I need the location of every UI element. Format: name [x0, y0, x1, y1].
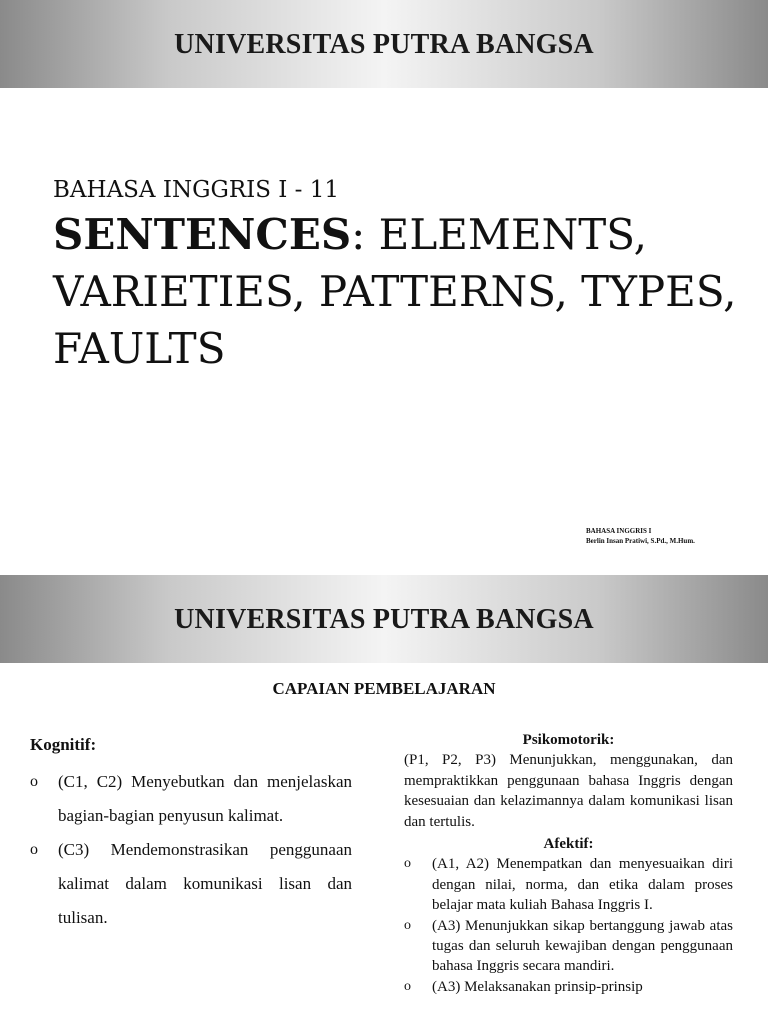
kognitif-heading: Kognitif: — [30, 735, 97, 754]
credit-lecturer: Berlin Insan Pratiwi, S.Pd., M.Hum. — [586, 537, 695, 545]
list-item-text: (A3) Melaksanakan prinsip-prinsip — [432, 978, 643, 995]
lecturer-credit — [586, 526, 695, 546]
list-item — [404, 916, 733, 977]
university-name: UNIVERSITAS PUTRA BANGSA — [174, 604, 594, 635]
list-item-text: (A1, A2) Menempatkan dan menyesuaikan diri dengan nilai, norma, dan etika dalam proses belajar mata kuliah Bahasa Inggris I. — [432, 856, 733, 914]
lecture-title-bold: SENTENCES — [53, 210, 352, 259]
kognitif-list — [30, 765, 352, 935]
right-column — [404, 730, 733, 997]
lecture-title — [53, 206, 753, 377]
list-item-text: (C1, C2) Menyebutkan dan menjelaskan bagian-bagian penyusun kalimat. — [58, 772, 352, 825]
bullet-icon: o — [404, 917, 411, 933]
list-item — [30, 765, 352, 833]
section-title: CAPAIAN PEMBELAJARAN — [272, 679, 496, 698]
bullet-icon: o — [404, 978, 411, 994]
list-item — [30, 833, 352, 935]
slide-learning-outcomes — [0, 575, 768, 1024]
list-item — [404, 854, 733, 915]
credit-course: BAHASA INGGRIS I — [586, 527, 652, 535]
psikomotorik-heading: Psikomotorik: — [522, 732, 615, 748]
list-item-text: (C3) Mendemonstrasikan penggunaan kalimat dalam komunikasi lisan dan tulisan. — [58, 840, 352, 927]
university-name: UNIVERSITAS PUTRA BANGSA — [174, 29, 594, 60]
psikomotorik-text: (P1, P2, P3) Menunjukkan, menggunakan, dan mempraktikkan penggunaan bahasa Inggris dengan kesesuaian dan kelazimannya dalam komunikasi lisan dan tertulis. — [404, 752, 733, 830]
bullet-icon: o — [404, 856, 411, 872]
afektif-heading: Afektif: — [543, 836, 594, 853]
afektif-list — [404, 854, 733, 997]
lecture-title-rest: : ELEMENTS, VARIETIES, PATTERNS, TYPES, FAULTS — [53, 210, 737, 373]
kognitif-section — [30, 735, 352, 935]
header-banner — [0, 575, 768, 663]
bullet-icon: o — [30, 773, 38, 790]
header-banner — [0, 0, 768, 88]
course-code: BAHASA INGGRIS I - 11 — [53, 177, 340, 203]
list-item — [404, 977, 733, 997]
list-item-text: (A3) Menunjukkan sikap bertanggung jawab atas tugas dan seluruh kewajiban dengan penggunaan bahasa Inggris secara mandiri. — [432, 917, 733, 975]
bullet-icon: o — [30, 841, 38, 858]
